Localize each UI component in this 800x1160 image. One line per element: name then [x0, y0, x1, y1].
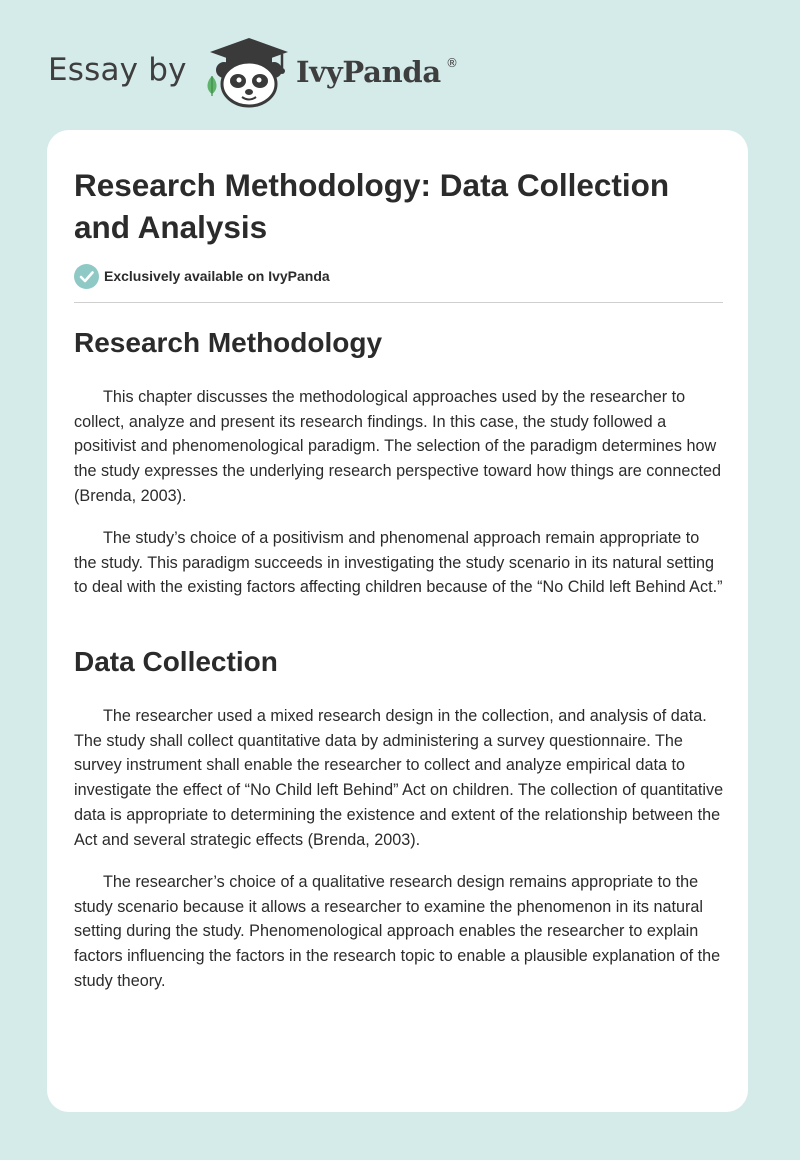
check-circle-icon: [74, 264, 99, 289]
section-heading-data-collection: Data Collection: [74, 646, 278, 677]
page-title: Research Methodology: Data Collection and Analysis: [74, 167, 670, 245]
section-heading-research-methodology: Research Methodology: [74, 327, 383, 358]
brand-name[interactable]: IvyPanda: [296, 55, 441, 89]
exclusive-badge-text: Exclusively available on IvyPanda: [104, 268, 330, 284]
paragraph: The researcher used a mixed research design in the collection, and analysis of data. The study shall collect quantitative data by administering a survey questionnaire. The survey instrument shall enable the researcher to collect and analyze empirical data to investigate the effect of “No Child left Behind” Act on children. The collection of quantitative data is appropriate to determining the existence and extent of the relationship between the Act and several strategic effects (Brenda, 2003).: [74, 707, 724, 849]
paragraph: The researcher’s choice of a qualitative research design remains appropriate to the study scenario because it allows a researcher to examine the phenomenon in its natural setting during the study. Phenomenological approach enables the researcher to explain factors influencing the factors in the research topic to enable a plausible explanation of the study theory.: [74, 873, 721, 990]
paragraph: This chapter discusses the methodological approaches used by the researcher to collect, analyze and present its research findings. In this case, the study followed a positivist and phenomenological paradigm. The selection of the paradigm determines how the study expresses the underlying research perspective toward how things are connected (Brenda, 2003).: [74, 388, 721, 505]
exclusive-badge: [74, 263, 330, 289]
title-divider: [74, 302, 723, 303]
site-header: [0, 0, 800, 130]
paragraph: The study’s choice of a positivism and phenomenal approach remain appropriate to the study. This paradigm succeeds in investigating the study scenario in its natural setting to deal with the existing factors affecting children because of the “No Child left Behind Act.”: [74, 529, 723, 597]
essay-card: [47, 130, 748, 1112]
logo-prefix-text: Essay by: [48, 52, 187, 88]
panda-graduation-cap-icon[interactable]: [202, 36, 296, 108]
registered-mark: ®: [446, 56, 458, 70]
